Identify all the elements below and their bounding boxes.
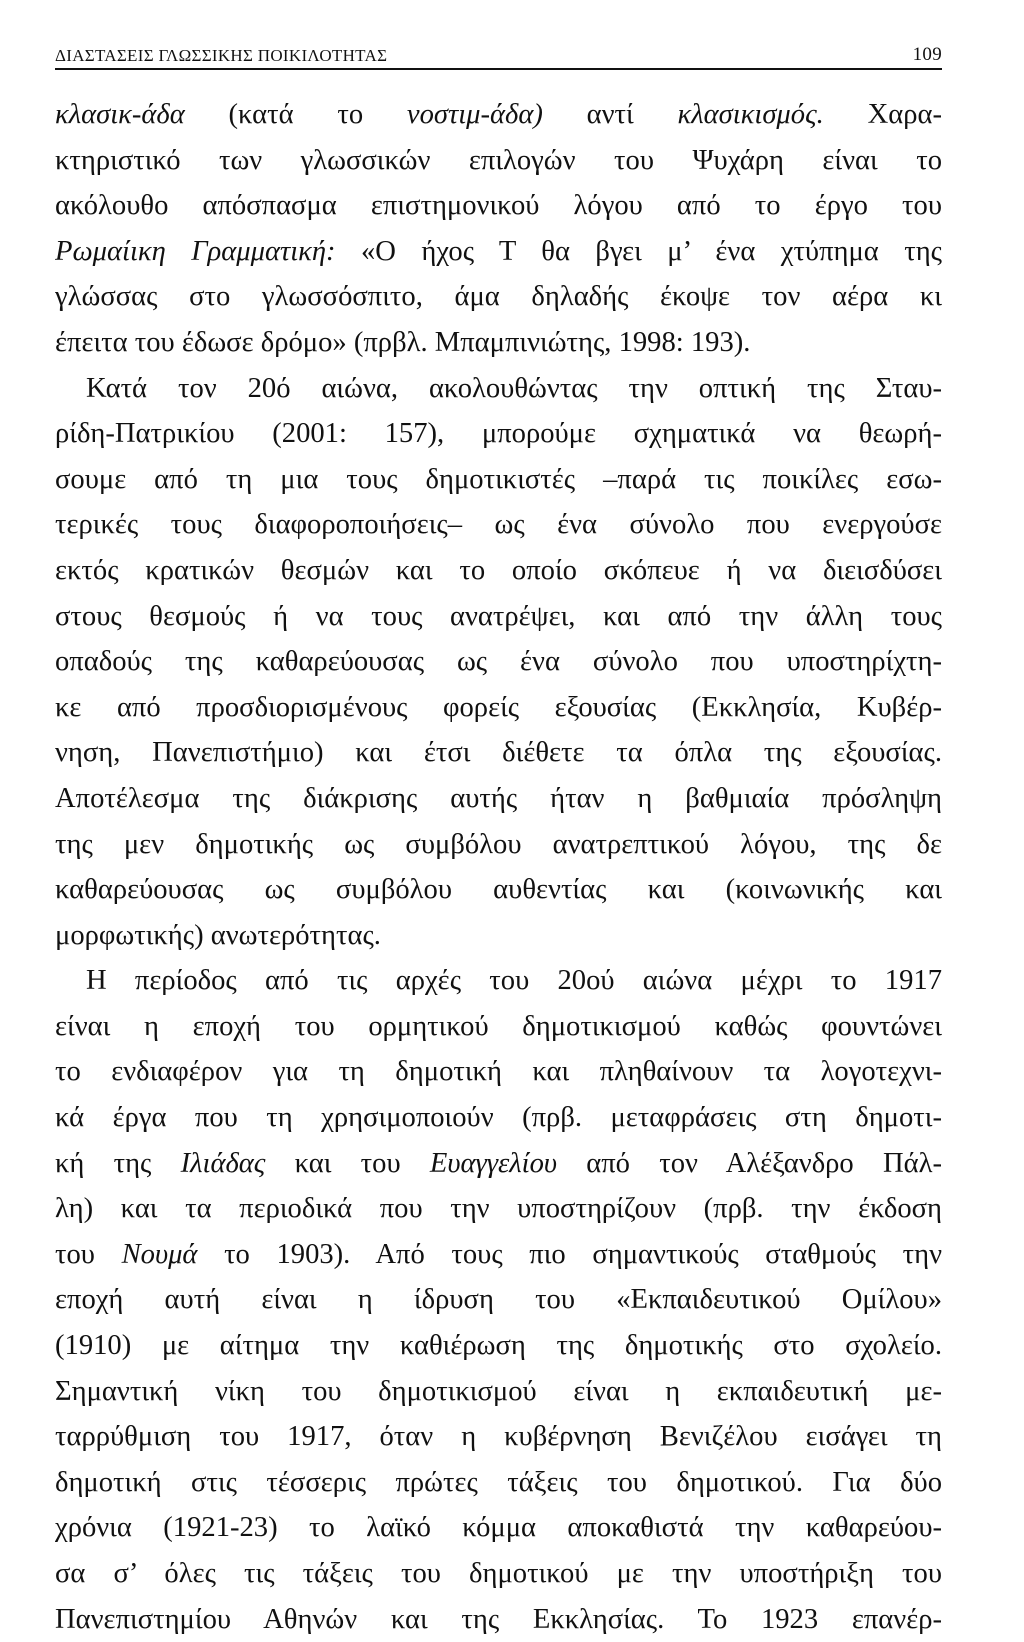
text-line [55,958,942,1004]
text-span: Κατά τον 20ό αιώνα, ακολουθώντας την οπτική της Σταυ- [86,372,942,404]
text-span: έπειτα του έδωσε δρόμο» (πρβλ. Μπαμπινιώτης, 1998: 193). [55,326,751,358]
italic-text: Ευαγγελίου [429,1147,558,1179]
text-line [55,1186,942,1232]
text-line [55,1095,942,1141]
italic-text: κλασικισμός. [677,99,824,130]
text-span: εκτός κρατικών θεσμών και το οποίο σκόπευε ή να διεισδύσει [55,554,942,586]
text-line [55,548,942,594]
text-span: κε από προσδιορισμένους φορείς εξουσίας (Εκκλησία, Κυβέρ- [55,691,942,723]
text-span: μορφωτικής) ανωτερότητας. [55,919,381,951]
text-line [55,138,942,184]
running-title: ΔΙΑΣΤΑΣΕΙΣ ΓΛΩΣΣΙΚΗΣ ΠΟΙΚΙΛΟΤΗΤΑΣ [55,46,388,65]
text-span: οπαδούς της καθαρεύουσας ως ένα σύνολο που υποστηρίχτη- [55,646,942,678]
text-line [55,92,942,138]
text-line [55,411,942,457]
text-span: και του [265,1147,430,1179]
text-span: ρίδη-Πατρικίου (2001: 157), μπορούμε σχηματικά να θεωρή- [55,418,942,450]
text-span: το 1903). Από τους πιο σημαντικούς σταθμούς την [197,1238,942,1270]
text-span: Σημαντική νίκη του δημοτικισμού είναι η εκπαιδευτική με- [55,1375,942,1407]
text-span: λη) και τα περιοδικά που την υποστηρίζουν (πρβ. την έκδοση [55,1193,942,1225]
text-span: το ενδιαφέρον για τη δημοτική και πληθαίνουν τα λογοτεχνι- [55,1056,942,1088]
text-line [55,822,942,868]
text-line [55,639,942,685]
text-line [55,867,942,913]
text-line [55,274,942,320]
text-span: κτηριστικό των γλωσσικών επιλογών του Ψυχάρη είναι το [55,144,942,176]
text-span: κή της [55,1147,181,1179]
page-number: 109 [912,44,942,65]
text-span: ακόλουθο απόσπασμα επιστημονικού λόγου από το έργο του [55,190,942,222]
text-line [55,1141,942,1187]
italic-text: κλασικ-άδα [55,99,185,130]
text-span: δημοτική στις τέσσερις πρώτες τάξεις του δημοτικού. Για δύο [55,1466,942,1498]
body-text [55,92,942,1642]
text-span: νηση, Πανεπιστήμιο) και έτσι διέθετε τα όπλα της εξουσίας. [55,737,942,769]
text-span: στους θεσμούς ή να τους ανατρέψει, και από την άλλη τους [55,600,942,632]
text-span: «Ο ήχος Τ θα βγει μ’ ένα χτύπημα της [335,235,942,267]
text-line [55,320,942,366]
text-line [55,1369,942,1415]
text-line [55,366,942,412]
text-line [55,776,942,822]
text-line [55,913,942,959]
text-span: χρόνια (1921-23) το λαϊκό κόμμα αποκαθιστά την καθαρεύου- [55,1512,942,1544]
text-span: κά έργα που τη χρησιμοποιούν (πρβ. μεταφράσεις στη δημοτι- [55,1102,942,1134]
text-line [55,502,942,548]
text-span: του [55,1238,122,1270]
text-span: αντί [542,99,678,130]
text-span: σα σ’ όλες τις τάξεις του δημοτικού με την υποστήριξη του [55,1558,942,1589]
text-line [55,1414,942,1460]
text-span: καθαρεύουσας ως συμβόλου αυθεντίας και (κοινωνικής και [55,874,942,906]
text-line [55,1277,942,1323]
italic-text: νοστιμ-άδα) [406,99,543,130]
text-line [55,229,942,275]
text-span: (κατά το [184,99,407,130]
text-line [55,1232,942,1278]
text-line [55,1551,942,1597]
text-span: εποχή αυτή είναι η ίδρυση του «Εκπαιδευτικού Ομίλου» [55,1284,942,1316]
italic-text: Ιλιάδας [180,1147,266,1179]
italic-text: Ρωμαίικη Γραμματική: [55,235,336,267]
text-span: από τον Αλέξανδρο Πάλ- [557,1147,942,1179]
italic-text: Νουμά [121,1238,198,1270]
text-line [55,1004,942,1050]
text-line [55,1049,942,1095]
text-line [55,594,942,640]
text-span: Αποτέλεσμα της διάκρισης αυτής ήταν η βαθμιαία πρόσληψη [55,782,942,814]
text-line [55,1505,942,1551]
text-line [55,1323,942,1369]
text-span: ταρρύθμιση του 1917, όταν η κυβέρνηση Βενιζέλου εισάγει τη [55,1421,942,1453]
text-span: σουμε από τη μια τους δημοτικιστές –παρά τις ποικίλες εσω- [55,463,942,495]
text-line [55,183,942,229]
text-span: της μεν δημοτικής ως συμβόλου ανατρεπτικού λόγου, της δε [55,828,942,860]
text-span: τερικές τους διαφοροποιήσεις– ως ένα σύνολο που ενεργούσε [55,509,942,541]
text-span: είναι η εποχή του ορμητικού δημοτικισμού καθώς φουντώνει [55,1010,942,1042]
text-span: (1910) με αίτημα την καθιέρωση της δημοτικής στο σχολείο. [55,1330,942,1362]
text-line [55,1460,942,1506]
text-span: Η περίοδος από τις αρχές του 20ού αιώνα μέχρι το 1917 [86,965,942,997]
text-line [55,685,942,731]
running-header [55,38,942,70]
text-span: Χαρα- [823,99,942,130]
text-line [55,457,942,503]
text-span: γλώσσας στο γλωσσόσπιτο, άμα δηλαδής έκοψε τον αέρα κι [55,281,942,313]
text-span: Πανεπιστημίου Αθηνών και της Εκκλησίας. Το 1923 επανέρ- [55,1603,942,1635]
text-line [55,730,942,776]
text-line [55,1597,942,1642]
